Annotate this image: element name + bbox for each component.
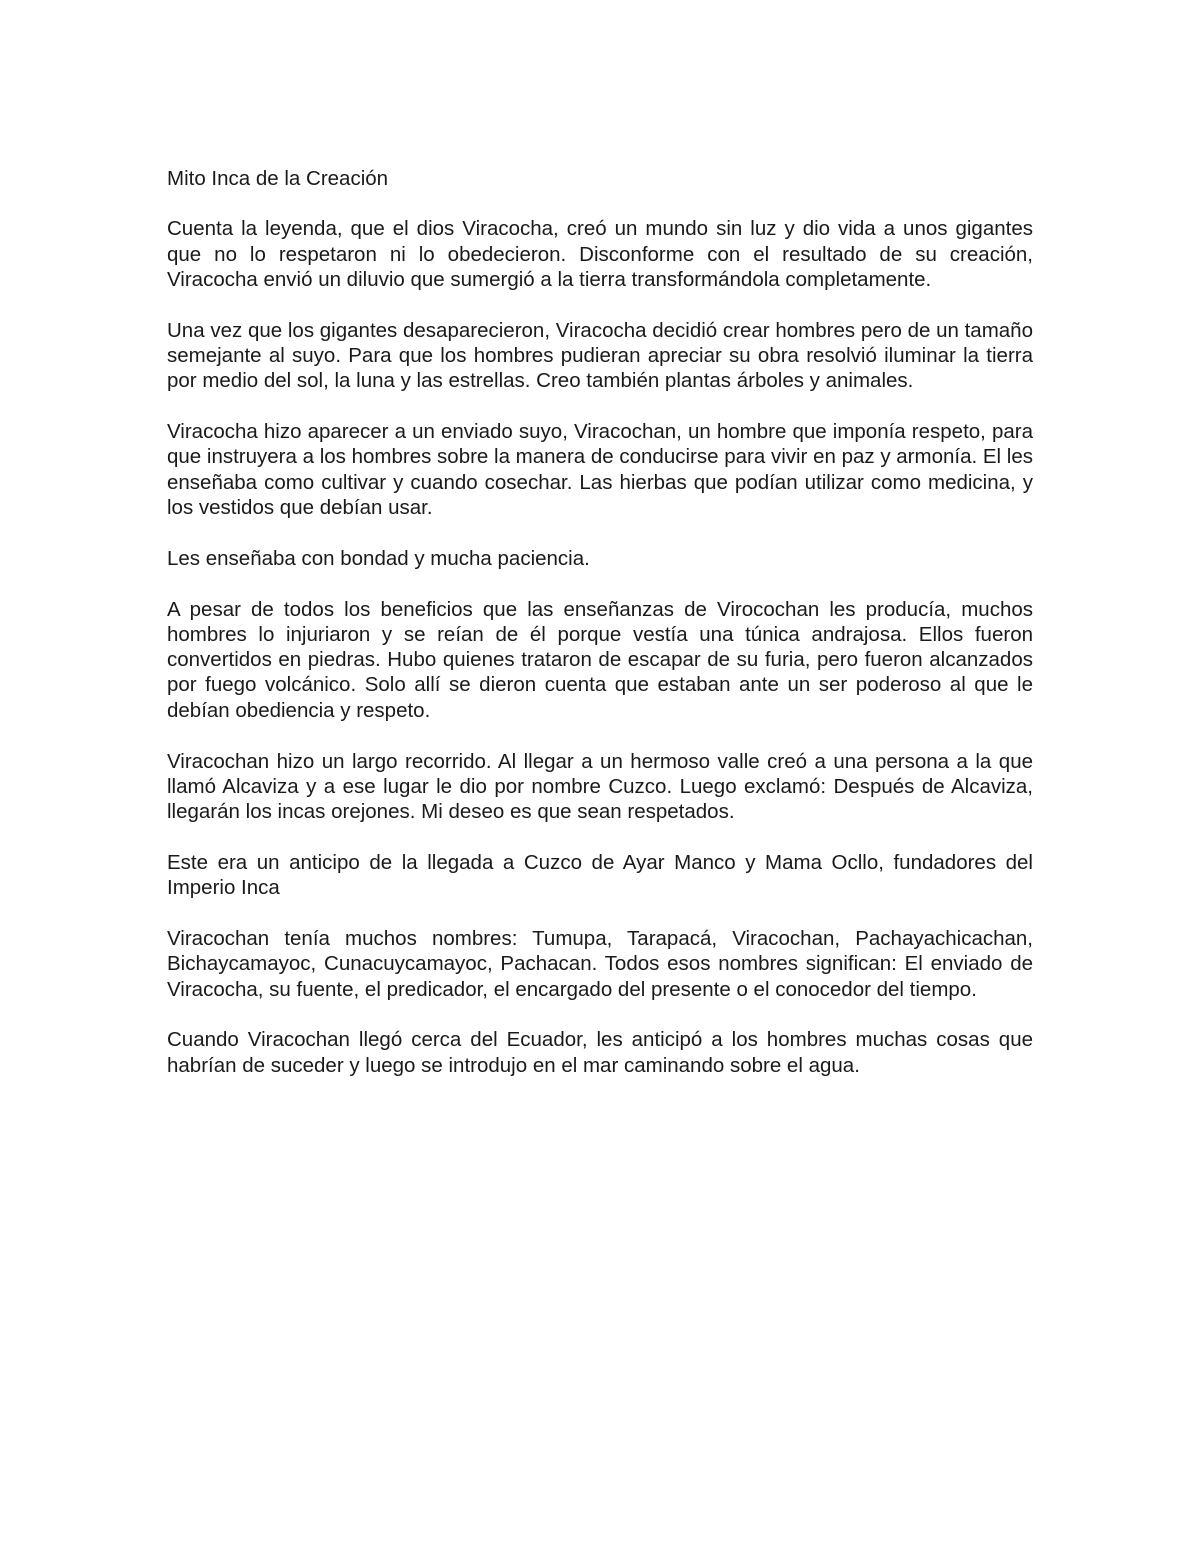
paragraph-4: Les enseñaba con bondad y mucha paciencia. <box>167 546 590 570</box>
document-body <box>167 166 1033 1104</box>
paragraph-8: Viracochan tenía muchos nombres: Tumupa, Tarapacá, Viracochan, Pachayachicachan, Bichaycamayoc, Cunacuycamayoc, Pachacan. Todos esos nombres significan: El enviado de Viracocha, su fuente, el predicador, el encargado del presente o el conocedor del tiempo. <box>167 927 1033 1001</box>
paragraph-6: Viracochan hizo un largo recorrido. Al llegar a un hermoso valle creó a una persona a la que llamó Alcaviza y a ese lugar le dio por nombre Cuzco. Luego exclamó: Después de Alcaviza, llegarán los incas orejones. Mi deseo es que sean respetados. <box>167 749 1033 824</box>
paragraph-9: Cuando Viracochan llegó cerca del Ecuador, les anticipó a los hombres muchas cosas que habrían de suceder y luego se introdujo en el mar caminando sobre el agua. <box>167 1028 1033 1077</box>
paragraph-3: Viracocha hizo aparecer a un enviado suyo, Viracochan, un hombre que imponía respeto, para que instruyera a los hombres sobre la manera de conducirse para vivir en paz y armonía. El les enseñaba como cultivar y cuando cosechar. Las hierbas que podían utilizar como medicina, y los vestidos que debían usar. <box>167 420 1033 519</box>
document-title: Mito Inca de la Creación <box>167 167 389 190</box>
paragraph-1: Cuenta la leyenda, que el dios Viracocha, creó un mundo sin luz y dio vida a unos gigantes que no lo respetaron ni lo obedecieron. Disconforme con el resultado de su creación, Viracocha envió un diluvio que sumergió a la tierra transformándola completamente. <box>167 217 1033 291</box>
paragraph-2: Una vez que los gigantes desaparecieron, Viracocha decidió crear hombres pero de un tamaño semejante al suyo. Para que los hombres pudieran apreciar su obra resolvió iluminar la tierra por medio del sol, la luna y las estrellas. Creo también plantas árboles y animales. <box>167 318 1033 393</box>
paragraph-5: A pesar de todos los beneficios que las enseñanzas de Virocochan les producía, muchos hombres lo injuriaron y se reían de él porque vestía una túnica andrajosa. Ellos fueron convertidos en piedras. Hubo quienes trataron de escapar de su furia, pero fueron alcanzados por fuego volcánico. Solo allí se dieron cuenta que estaban ante un ser poderoso al que le debían obediencia y respeto. <box>167 597 1033 722</box>
paragraph-7: Este era un anticipo de la llegada a Cuzco de Ayar Manco y Mama Ocllo, fundadores del Imperio Inca <box>167 850 1033 900</box>
